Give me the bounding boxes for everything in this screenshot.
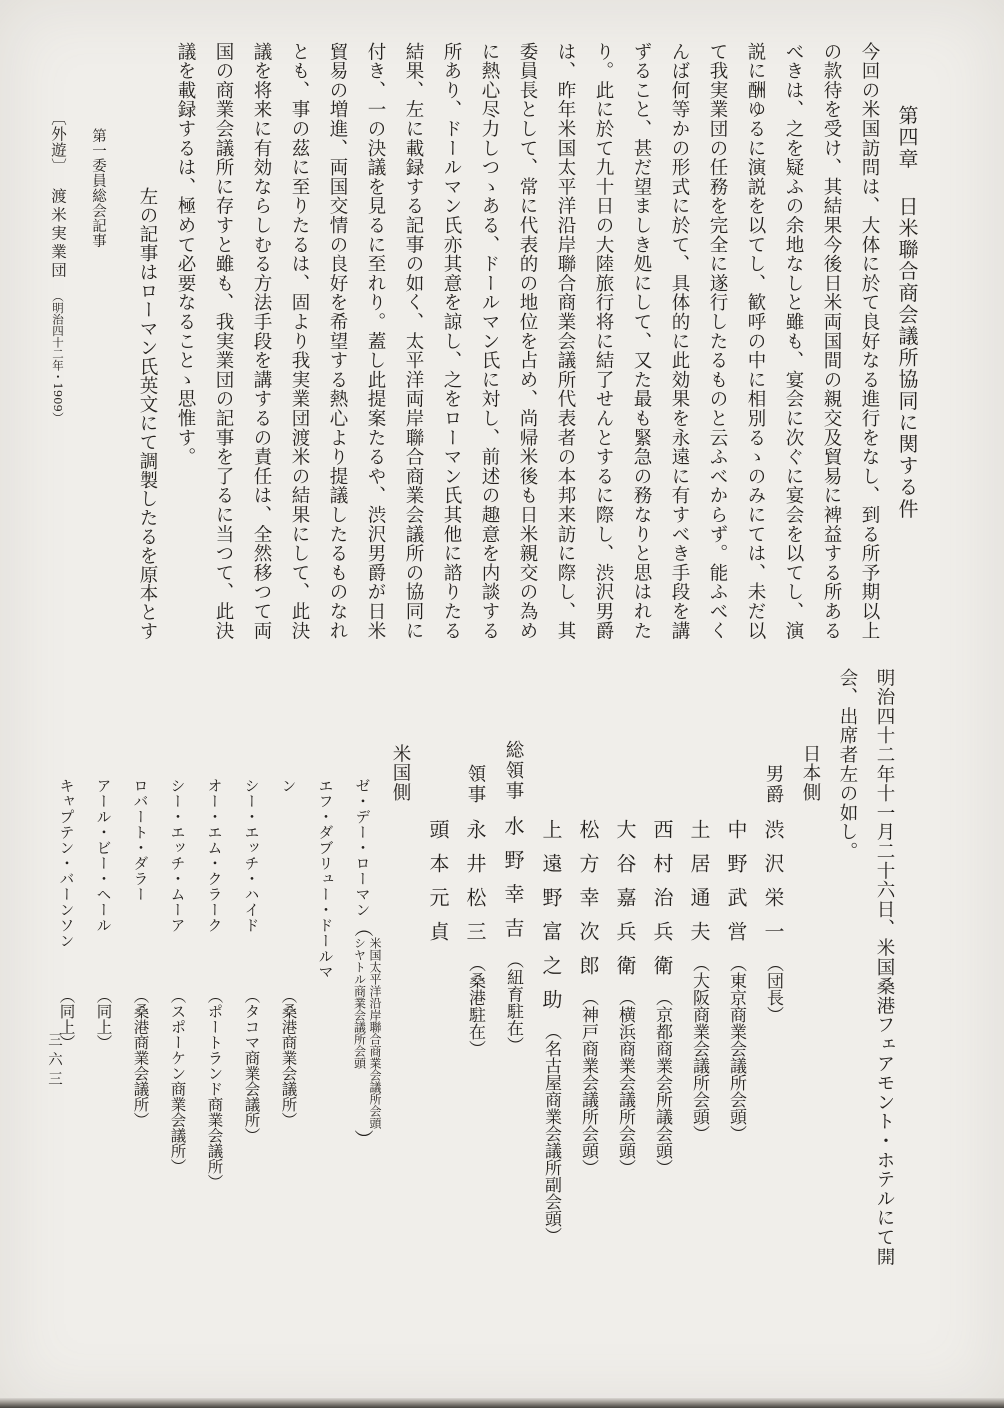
note-line: 左の記事はローマン氏英文にて調製したるを原本とす	[137, 187, 158, 641]
us-member	[344, 668, 383, 1292]
body-text-line: 議を将来に有効ならしむる方法手段を講するの責任は、全然移つて両	[251, 42, 272, 641]
running-head-title: 渡米実業団	[49, 188, 67, 281]
section-heading: 第一委員総会記事	[90, 128, 106, 248]
member-name: 水野幸吉	[501, 815, 525, 952]
body-text-line: 貿易の増進、両国交情の良好を希望する熱心より提議したるものなれ	[327, 42, 348, 641]
member-affiliation: （団長）	[763, 955, 783, 1023]
body-text-line: 付き、一の決議を見るに至れり。蓋し此提案たるや、渋沢男爵が日米	[365, 42, 386, 641]
us-member	[159, 668, 196, 1292]
us-member	[196, 668, 233, 1292]
running-head-gap	[58, 174, 59, 188]
member-affiliation: （タコマ商業会議所）	[242, 988, 261, 1143]
running-head-bracket: 〔外遊〕	[49, 110, 67, 174]
member-affiliation: （大阪商業会議所会頭）	[689, 955, 709, 1142]
japan-member	[494, 668, 532, 1292]
member-name: エフ・ダブリュー・ドールマン	[279, 778, 335, 980]
member-name: 永井松三	[463, 819, 487, 955]
japan-member	[456, 668, 494, 1292]
body-text-line: ずること、甚だ望ましき処にして、又た最も緊急の務なりと思はれた	[631, 42, 652, 641]
member-name: アール・ビー・ヘール	[94, 778, 113, 933]
member-affiliation-lines: 米国太平洋沿岸聯合商業会議所会頭 シヤトル商業会議所会頭	[352, 937, 382, 1129]
body-text-line: 国の商業会議所に存すと雖も、我実業団の記事を了るに当つて、此決	[213, 42, 234, 641]
running-head-year: （明治四十二年・1909）	[51, 290, 65, 424]
body-text-line: 議を載録するは、極めて必要なることゝ思惟す。	[175, 42, 196, 467]
member-affiliation: （東京商業会議所会頭）	[726, 955, 746, 1142]
chapter-number: 第四章	[895, 105, 919, 170]
body-text-line: に熱心尽力しつゝある、ドールマン氏に対し、前述の趣意を内談する	[479, 42, 500, 641]
member-affiliation: （名古屋商業会議所副会頭）	[541, 1023, 561, 1244]
member-name: キャプテン・バーンソン	[57, 778, 76, 949]
member-name: 土居通夫	[687, 819, 711, 955]
member-affiliation: （桑港駐在）	[465, 955, 485, 1057]
member-name: シー・エッチ・ムーア	[168, 778, 187, 933]
member-affiliation: （同上）	[57, 988, 76, 1050]
member-affiliation: （京都商業会所議会頭）	[652, 989, 672, 1176]
meeting-date-line: 明治四十二年十一月二十六日、米国桑港フェアモント・ホテルにて開	[874, 668, 895, 1267]
member-name: 渋沢栄一	[761, 819, 785, 955]
member-name: 松方幸次郎	[576, 819, 600, 989]
member-affiliation: （紐育駐在）	[503, 951, 523, 1054]
heading-gap	[907, 170, 908, 196]
body-text-line: べきは、之を疑ふの余地なしと雖も、宴会に次ぐに宴会を以てし、演	[783, 42, 804, 641]
body-text-line: 今回の米国訪問は、大体に於て良好なる進行をなし、到る所予期以上	[859, 42, 880, 641]
member-affiliation: （桑港商業会議所）	[131, 988, 150, 1128]
body-text-line: んば何等かの形式に於て、具体的に此効果を永遠に有すべき手段を講	[669, 42, 690, 641]
member-affiliation: （ 米国太平洋沿岸聯合商業会議所会頭 シヤトル商業会議所会頭 ）	[351, 917, 382, 1149]
member-title: 男爵	[763, 764, 784, 805]
member-name: 上遠野富之助	[539, 819, 563, 1023]
member-name: 頭本元貞	[426, 819, 450, 955]
member-name: ロバート・ダラー	[131, 778, 150, 902]
body-text-line: 所あり、ドールマン氏亦其意を諒し、之をローマン氏其他に諮りたる	[441, 42, 462, 641]
body-text-line: とも、事の茲に至りたるは、固より我実業団渡米の結果にして、此決	[289, 42, 310, 641]
member-affiliation: （神戸商業会議所会頭）	[578, 989, 598, 1176]
us-member	[122, 668, 159, 1292]
member-title: 領事	[465, 764, 486, 805]
member-name: ゼ・デー・ローマン	[353, 778, 372, 918]
us-member	[233, 668, 270, 1292]
japan-member	[754, 668, 792, 1292]
body-text-line: は、昨年米国太平洋沿岸聯合商業会議所代表者の本邦来訪に際し、其	[555, 42, 576, 641]
member-affiliation: （桑港商業会議所）	[279, 988, 298, 1128]
body-text-line: の款待を受け、其結果今後日米両国間の親交及貿易に裨益する所ある	[821, 42, 842, 641]
body-text-line: 説に酬ゆるに演説を以てし、歓呼の中に相別るゝのみにては、未だ以	[745, 42, 766, 641]
member-name: シー・エッチ・ハイド	[242, 778, 261, 933]
us-side-label: 米国側	[390, 744, 411, 802]
japan-member	[532, 668, 569, 1292]
chapter-heading	[888, 42, 926, 648]
body-text-line: り。此に於て九十日の大陸旅行将に結了せんとするに際し、渋沢男爵	[593, 42, 614, 641]
running-head-gap	[58, 281, 59, 291]
japan-member	[569, 668, 606, 1292]
japan-member	[643, 668, 680, 1292]
japan-member	[680, 668, 717, 1292]
japan-member	[419, 668, 456, 1292]
scan-edge-artifact	[0, 1398, 1004, 1408]
us-member	[85, 668, 122, 1292]
chapter-title: 日米聯合商会議所協同に関する件	[895, 195, 919, 520]
japan-side-label: 日本側	[800, 744, 821, 802]
body-text-line: 委員長として、常に代表的の地位を占め、尚帰米後も日米親交の為め	[517, 42, 538, 641]
japan-member	[606, 668, 643, 1292]
chapter-text-block	[128, 42, 926, 648]
attendee-list-block	[48, 668, 904, 1292]
member-name: 西村治兵衛	[650, 819, 674, 989]
us-member	[270, 668, 344, 1292]
member-name: 大谷嘉兵衛	[613, 819, 637, 989]
us-member	[48, 668, 85, 1292]
running-head	[47, 110, 69, 423]
member-affiliation: （同上）	[94, 988, 113, 1050]
member-name: 中野武営	[724, 819, 748, 955]
member-affiliation: （ポートランド商業会議所）	[205, 988, 224, 1190]
page-number: 三六三	[46, 1032, 62, 1091]
member-affiliation: （横浜商業会議所会頭）	[615, 989, 635, 1176]
member-affiliation: （スポーケン商業会議所）	[168, 988, 187, 1174]
member-title: 総領事	[503, 740, 524, 802]
body-text-line: 結果、左に載録する記事の如く、太平洋両岸聯合商業会議所の協同に	[403, 42, 424, 641]
meeting-date-line: 会、出席者左の如し。	[837, 668, 858, 861]
body-text-line: て我実業団の任務を完全に遂行したるものと云ふべからず。能ふべく	[707, 42, 728, 641]
japan-member	[717, 668, 754, 1292]
member-name: オー・エム・クラーク	[205, 778, 224, 933]
